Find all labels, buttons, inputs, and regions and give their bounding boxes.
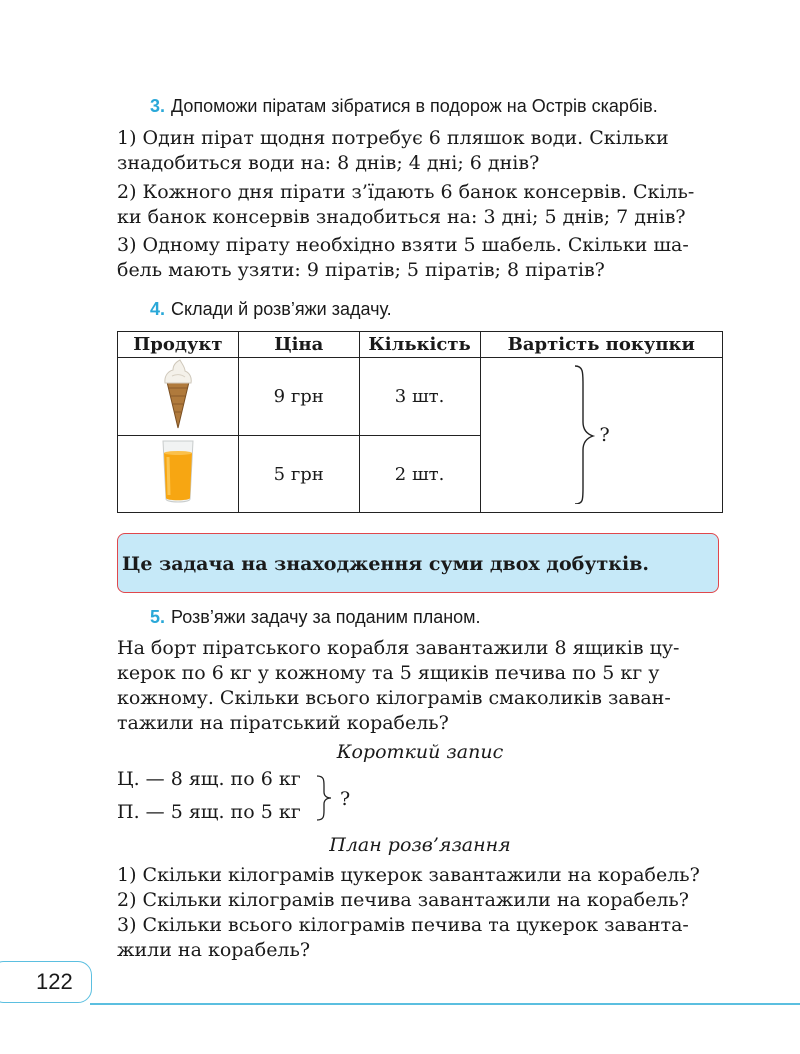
column-header: Вартість покупки [480, 332, 722, 358]
text-line: 3) Одному пірату необхідно взяти 5 шабель. Скільки ша- [117, 234, 689, 256]
text-line: ки банок консервів знадобиться на: 3 дні; 5 днів; 7 днів? [117, 206, 686, 228]
quantity-cell: 3 шт. [359, 358, 480, 436]
text-line: знадобиться води на: 8 днів; 4 дні; 6 днів? [117, 152, 540, 174]
quantity-cell: 2 шт. [359, 436, 480, 513]
plan-title: План розв’язання [329, 834, 511, 856]
solution-plan [117, 863, 729, 963]
ice-cream-cone-icon [158, 358, 198, 430]
text-line: 2) Кожного дня пірати з’їдають 6 банок консервів. Скіль- [117, 181, 695, 203]
column-header: Продукт [118, 332, 239, 358]
info-note: Це задача на знаходження суми двох добутків. [117, 533, 719, 593]
plan-step: жили на корабель? [117, 939, 311, 961]
column-header: Ціна [238, 332, 359, 358]
glass-of-juice-icon [159, 437, 197, 507]
record-brace-icon [315, 774, 337, 822]
text-line: кожному. Скільки всього кілограмів смаколиків заван- [117, 687, 671, 709]
task-3-item-1 [117, 126, 723, 176]
plan-step: 2) Скільки кілограмів печива завантажили на корабель? [117, 889, 689, 911]
purchase-table [117, 331, 723, 513]
task-number: 5. [150, 607, 166, 627]
total-cost-cell [480, 358, 722, 513]
task-title: Розв’яжи задачу за поданим планом. [171, 607, 481, 627]
task-3-heading [150, 96, 658, 117]
short-record-title: Короткий запис [336, 741, 504, 763]
task-5-text [117, 636, 723, 736]
page-number: 122 [36, 969, 73, 994]
task-title: Допоможи піратам зібратися в подорож на Острів скарбів. [171, 96, 658, 116]
text-line: 1) Один пірат щодня потребує 6 пляшок води. Скільки [117, 127, 669, 149]
task-3-item-3 [117, 233, 723, 283]
product-cell [118, 358, 239, 436]
table-header-row [118, 332, 723, 358]
task-number: 3. [150, 96, 166, 116]
task-4-heading [150, 299, 392, 320]
price-cell: 5 грн [238, 436, 359, 513]
price-cell: 9 грн [238, 358, 359, 436]
plan-step: 3) Скільки всього кілограмів печива та цукерок заванта- [117, 914, 689, 936]
record-line-candies: Ц. — 8 ящ. по 6 кг [117, 768, 301, 790]
text-line: бель мають узяти: 9 піратів; 5 піратів; 8 піратів? [117, 259, 605, 281]
text-line: тажили на піратський корабель? [117, 712, 449, 734]
task-number: 4. [150, 299, 166, 319]
footer-rule [90, 1003, 800, 1005]
total-question: ? [599, 424, 610, 446]
table-row [118, 358, 723, 436]
text-line: На борт піратського корабля завантажили 8 ящиків цу- [117, 637, 680, 659]
product-cell [118, 436, 239, 513]
task-title: Склади й розв’яжи задачу. [171, 299, 392, 319]
plan-step: 1) Скільки кілограмів цукерок завантажили на корабель? [117, 864, 700, 886]
task-5-heading [150, 607, 481, 628]
column-header: Кількість [359, 332, 480, 358]
record-question: ? [340, 788, 351, 810]
text-line: керок по 6 кг у кожному та 5 ящиків печива по 5 кг у [117, 662, 660, 684]
record-line-cookies: П. — 5 ящ. по 5 кг [117, 801, 301, 823]
task-3-item-2 [117, 180, 723, 230]
